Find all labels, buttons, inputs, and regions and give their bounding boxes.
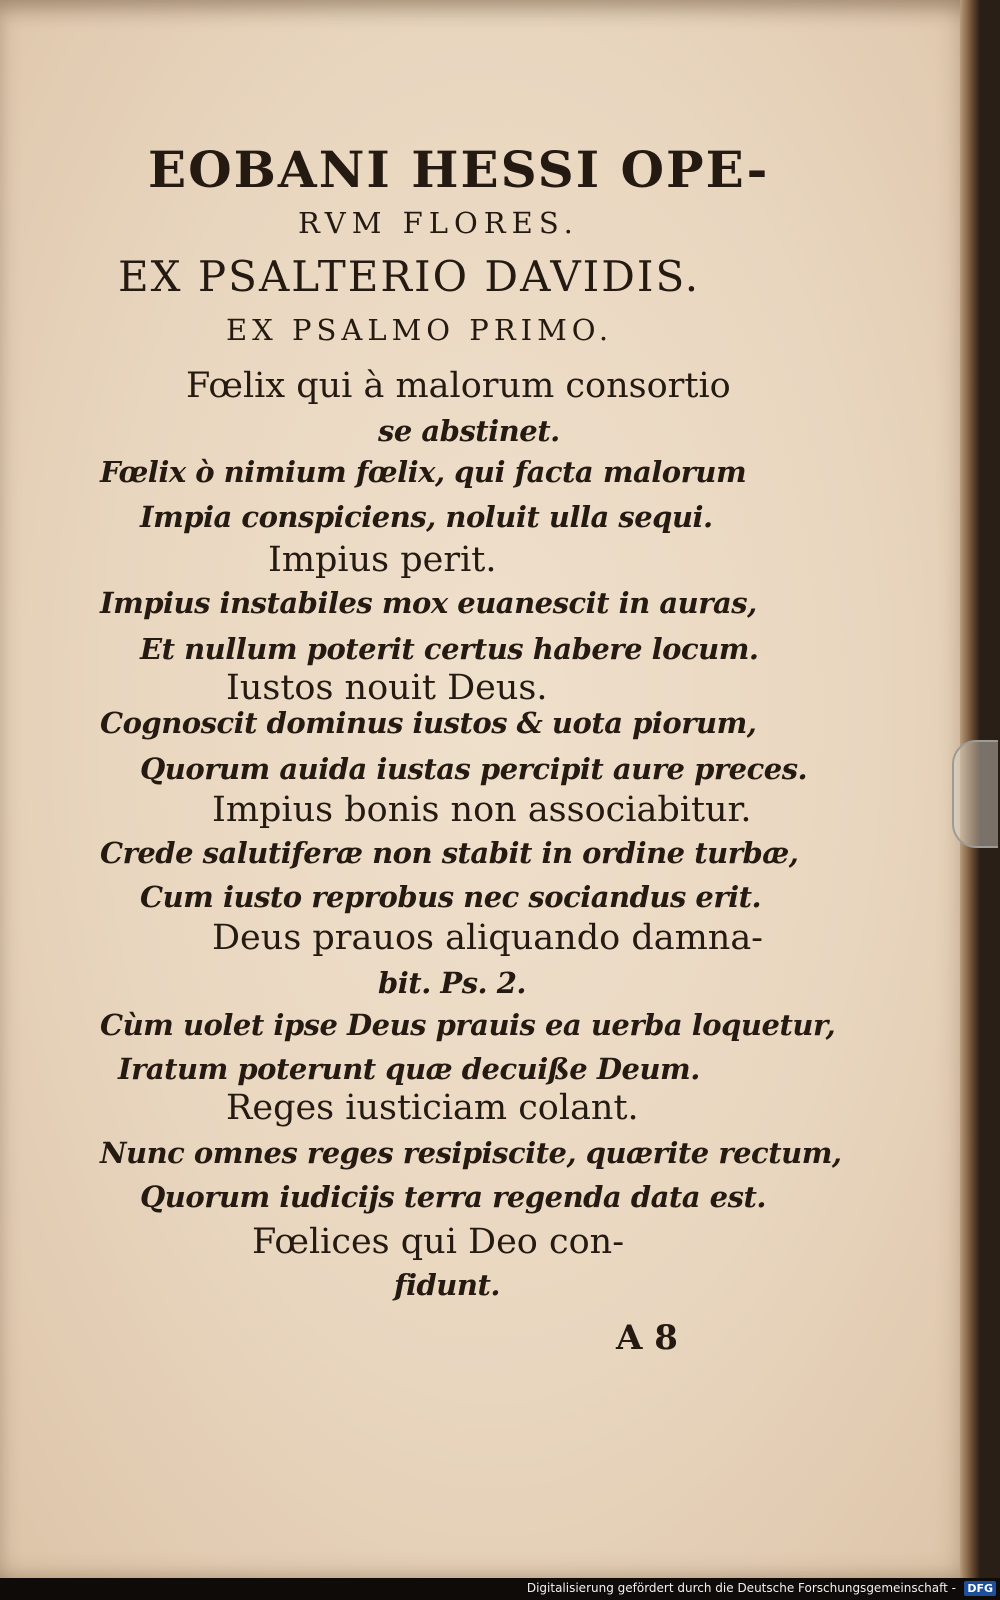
verse-text-line: Iratum poterunt quæ decuiße Deum. [118,1052,700,1086]
dfg-logo: DFG [964,1581,996,1596]
verse-text-line: Quorum iudicijs terra regenda data est. [140,1180,766,1214]
verse-text-line: Cum iusto reprobus nec sociandus erit. [140,880,762,914]
verse-text-line: Cognoscit dominus iustos & uota piorum, [100,706,757,740]
heading-text-line: Impius bonis non associabitur. [212,790,752,830]
heading-text-line: Impius perit. [268,540,497,580]
verse-text-line: Fœlix ò nimium fœlix, qui facta malorum [100,455,747,489]
verse-text-line: Impius instabiles mox euanescit in auras, [100,586,757,620]
subtitle-psalmo-primo: EX PSALMO PRIMO. [226,313,614,347]
verse-text-line: Nunc omnes reges resipiscite, quærite rectum, [100,1136,842,1170]
funding-credit: Digitalisierung gefördert durch die Deutsche Forschungsgemeinschaft - [526,1581,956,1595]
verse-text-line: fidunt. [394,1268,500,1302]
subtitle-psalterio: EX PSALTERIO DAVIDIS. [118,252,701,301]
verse-text-line: se abstinet. [378,414,560,448]
verse-text-line: bit. Ps. 2. [378,966,526,1000]
heading-text-line: Deus prauos aliquando damna- [212,918,764,958]
verse-text-line: Et nullum poterit certus habere locum. [140,632,759,666]
verse-text-line: Crede salutiferæ non stabit in ordine turbæ, [100,836,799,870]
heading-text-line: Reges iusticiam colant. [226,1088,639,1128]
verse-text-line: Quorum auida iustas percipit aure preces. [140,752,808,786]
page-clip-tab [952,740,998,848]
page-title: EOBANI HESSI OPE- [148,140,770,199]
verse-text-line: Impia conspiciens, noluit ulla sequi. [140,500,713,534]
verse-text-line: Cùm uolet ipse Deus prauis ea uerba loquetur, [100,1008,836,1042]
heading-text-line: Fœlix qui à malorum consortio [186,366,731,406]
digitization-footer [0,1578,1000,1600]
heading-text-line: Iustos nouit Deus. [226,668,548,708]
signature-mark: A 8 [616,1318,678,1358]
heading-text-line: Fœlices qui Deo con- [252,1222,625,1262]
subtitle-opera-flores: RVM FLORES. [298,206,579,240]
